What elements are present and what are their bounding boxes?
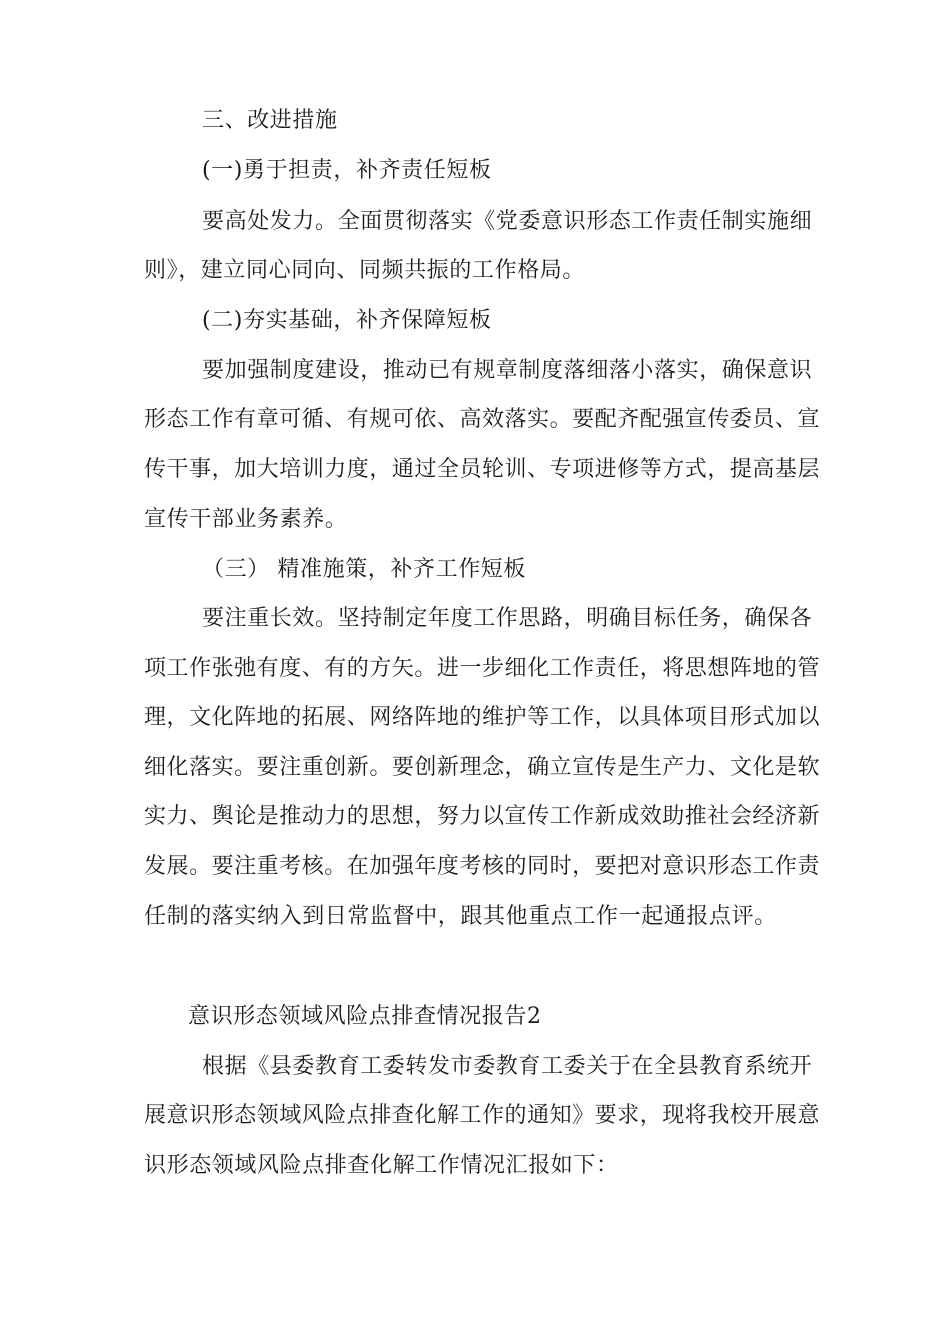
- paragraph-line: 要高处发力。全面贯彻落实《党委意识形态工作责任制实施细: [202, 209, 813, 234]
- paragraph-line: 要加强制度建设，推动已有规章制度落细落小落实，确保意识: [202, 358, 813, 383]
- paragraph-line: 传干事，加大培训力度，通过全员轮训、专项进修等方式，提高基层: [144, 457, 821, 482]
- paragraph-line: 细化落实。要注重创新。要创新理念，确立宣传是生产力、文化是软: [144, 755, 821, 780]
- subsection-heading: (一)勇于担责，补齐责任短板: [202, 158, 492, 183]
- paragraph-line: 展意识形态领域风险点排查化解工作的通知》要求，现将我校开展意: [144, 1103, 821, 1128]
- paragraph-line: 根据《县委教育工委转发市委教育工委关于在全县教育系统开: [202, 1054, 813, 1079]
- paragraph-line: 任制的落实纳入到日常监督中，跟其他重点工作一起通报点评。: [144, 904, 777, 929]
- paragraph-line: 实力、舆论是推动力的思想，努力以宣传工作新成效助推社会经济新: [144, 804, 821, 829]
- paragraph-line: 要注重长效。坚持制定年度工作思路，明确目标任务，确保各: [202, 606, 813, 631]
- paragraph-line: 识形态领域风险点排查化解工作情况汇报如下：: [144, 1153, 619, 1178]
- subsection-heading: （三） 精准施策，补齐工作短板: [202, 557, 526, 582]
- paragraph-line: 理，文化阵地的拓展、网络阵地的维护等工作，以具体项目形式加以: [144, 705, 821, 730]
- paragraph-line: 项工作张弛有度、有的方矢。进一步细化工作责任，将思想阵地的管: [144, 656, 821, 681]
- paragraph-line: 形态工作有章可循、有规可依、高效落实。要配齐配强宣传委员、宣: [144, 407, 821, 432]
- paragraph-line: 发展。要注重考核。在加强年度考核的同时，要把对意识形态工作责: [144, 854, 821, 879]
- paragraph-line: 宣传干部业务素养。: [144, 507, 348, 532]
- section-heading: 三、改进措施: [202, 108, 338, 133]
- subsection-heading: (二)夯实基础，补齐保障短板: [202, 308, 492, 333]
- paragraph-line: 则》，建立同心同向、同频共振的工作格局。: [144, 258, 586, 283]
- report-title: 意识形态领域风险点排查情况报告2: [188, 1004, 542, 1029]
